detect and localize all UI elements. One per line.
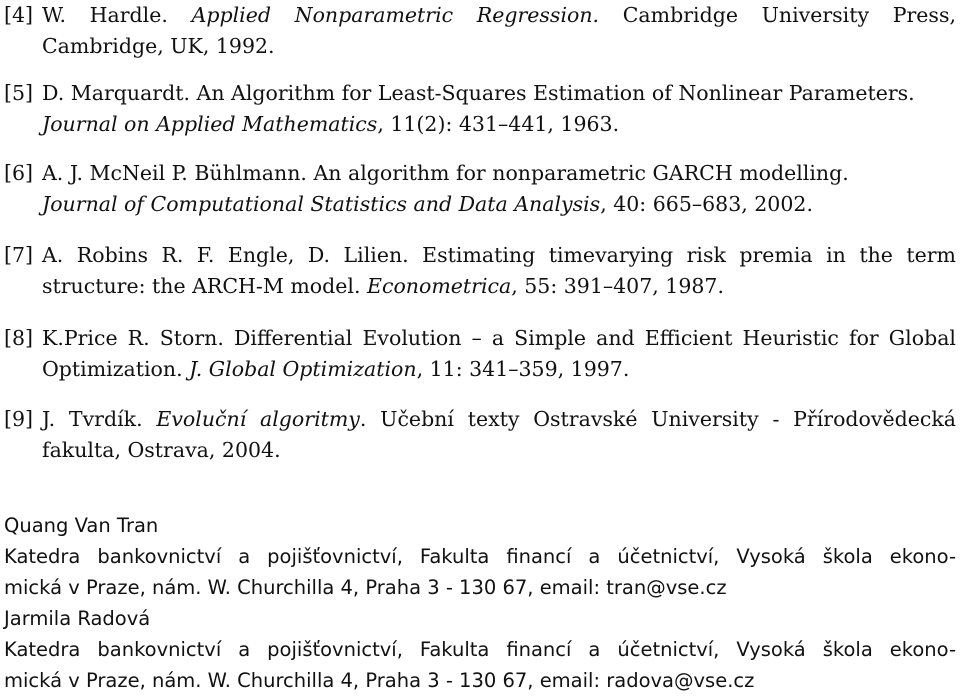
reference-journal: Econometrica (367, 274, 512, 298)
reference-entry (4, 78, 956, 140)
author-contacts (4, 510, 956, 696)
reference-title: Estimating timevarying risk premia in the term (422, 243, 956, 267)
reference-number: [8] (4, 326, 34, 350)
reference-line (4, 404, 956, 435)
reference-line (4, 189, 956, 220)
reference-details: , 55: 391–407, 1987. (511, 274, 724, 298)
reference-line (4, 31, 956, 62)
reference-authors: A. Robins R. F. Engle, D. Lilien. (42, 243, 409, 267)
author-name: Quang Van Tran (4, 514, 159, 537)
reference-location: fakulta, Ostrava, 2004. (42, 438, 281, 462)
reference-journal: Journal of Computational Statistics and Data Analysis (42, 192, 601, 216)
reference-entry (4, 0, 956, 62)
reference-title: Evoluční algoritmy (156, 407, 360, 431)
reference-entry (4, 404, 956, 466)
reference-authors: D. Marquardt. (42, 81, 190, 105)
reference-details: , 11(2): 431–441, 1963. (377, 112, 620, 136)
reference-number: [7] (4, 243, 34, 267)
reference-details: , 11: 341–359, 1997. (416, 357, 630, 381)
reference-publisher: Cambridge University Press, (622, 3, 956, 27)
reference-number: [6] (4, 161, 34, 185)
reference-line (4, 271, 956, 302)
reference-line (4, 0, 956, 31)
reference-title-cont: structure: the ARCH-M model. (42, 274, 361, 298)
reference-title: An Algorithm for Least-Squares Estimation of Nonlinear Parameters. (196, 81, 915, 105)
reference-details: , 40: 665–683, 2002. (600, 192, 813, 216)
author-name: Jarmila Radová (4, 607, 151, 630)
reference-journal: J. Global Optimization (189, 357, 417, 381)
reference-journal: Journal on Applied Mathematics (42, 112, 378, 136)
reference-publisher: . Učební texty Ostravské University - Přírodovědecká (359, 407, 956, 431)
reference-line (4, 323, 956, 354)
reference-authors: W. Hardle. (42, 3, 168, 27)
reference-authors: A. J. McNeil P. Bühlmann. (42, 161, 307, 185)
author-affiliation: Katedra bankovnictví a pojišťovnictví, Fakulta financí a účetnictví, Vysoká škola ekono- (4, 545, 956, 568)
reference-entry (4, 323, 956, 385)
reference-authors: K.Price R. Storn. (42, 326, 224, 350)
reference-title: Applied Nonparametric Regression. (191, 3, 600, 27)
reference-title: Differential Evolution – a Simple and Efficient Heuristic for Global (233, 326, 956, 350)
reference-line (4, 158, 956, 189)
reference-number: [4] (4, 3, 34, 27)
reference-title: An algorithm for nonparametric GARCH modelling. (313, 161, 849, 185)
reference-authors: J. Tvrdík. (42, 407, 143, 431)
reference-line (4, 78, 956, 109)
reference-number: [5] (4, 81, 34, 105)
author-address: mická v Praze, nám. W. Churchilla 4, Praha 3 - 130 67, email: radova@vse.cz (4, 669, 755, 692)
reference-line (4, 109, 956, 140)
reference-title-cont: Optimization. (42, 357, 183, 381)
reference-line (4, 435, 956, 466)
reference-line (4, 240, 956, 271)
reference-line (4, 354, 956, 385)
author-affiliation: Katedra bankovnictví a pojišťovnictví, Fakulta financí a účetnictví, Vysoká škola ekono- (4, 638, 956, 661)
author-address: mická v Praze, nám. W. Churchilla 4, Praha 3 - 130 67, email: tran@vse.cz (4, 576, 727, 599)
reference-location: Cambridge, UK, 1992. (42, 34, 275, 58)
reference-entry (4, 240, 956, 302)
reference-number: [9] (4, 407, 34, 431)
reference-entry (4, 158, 956, 220)
